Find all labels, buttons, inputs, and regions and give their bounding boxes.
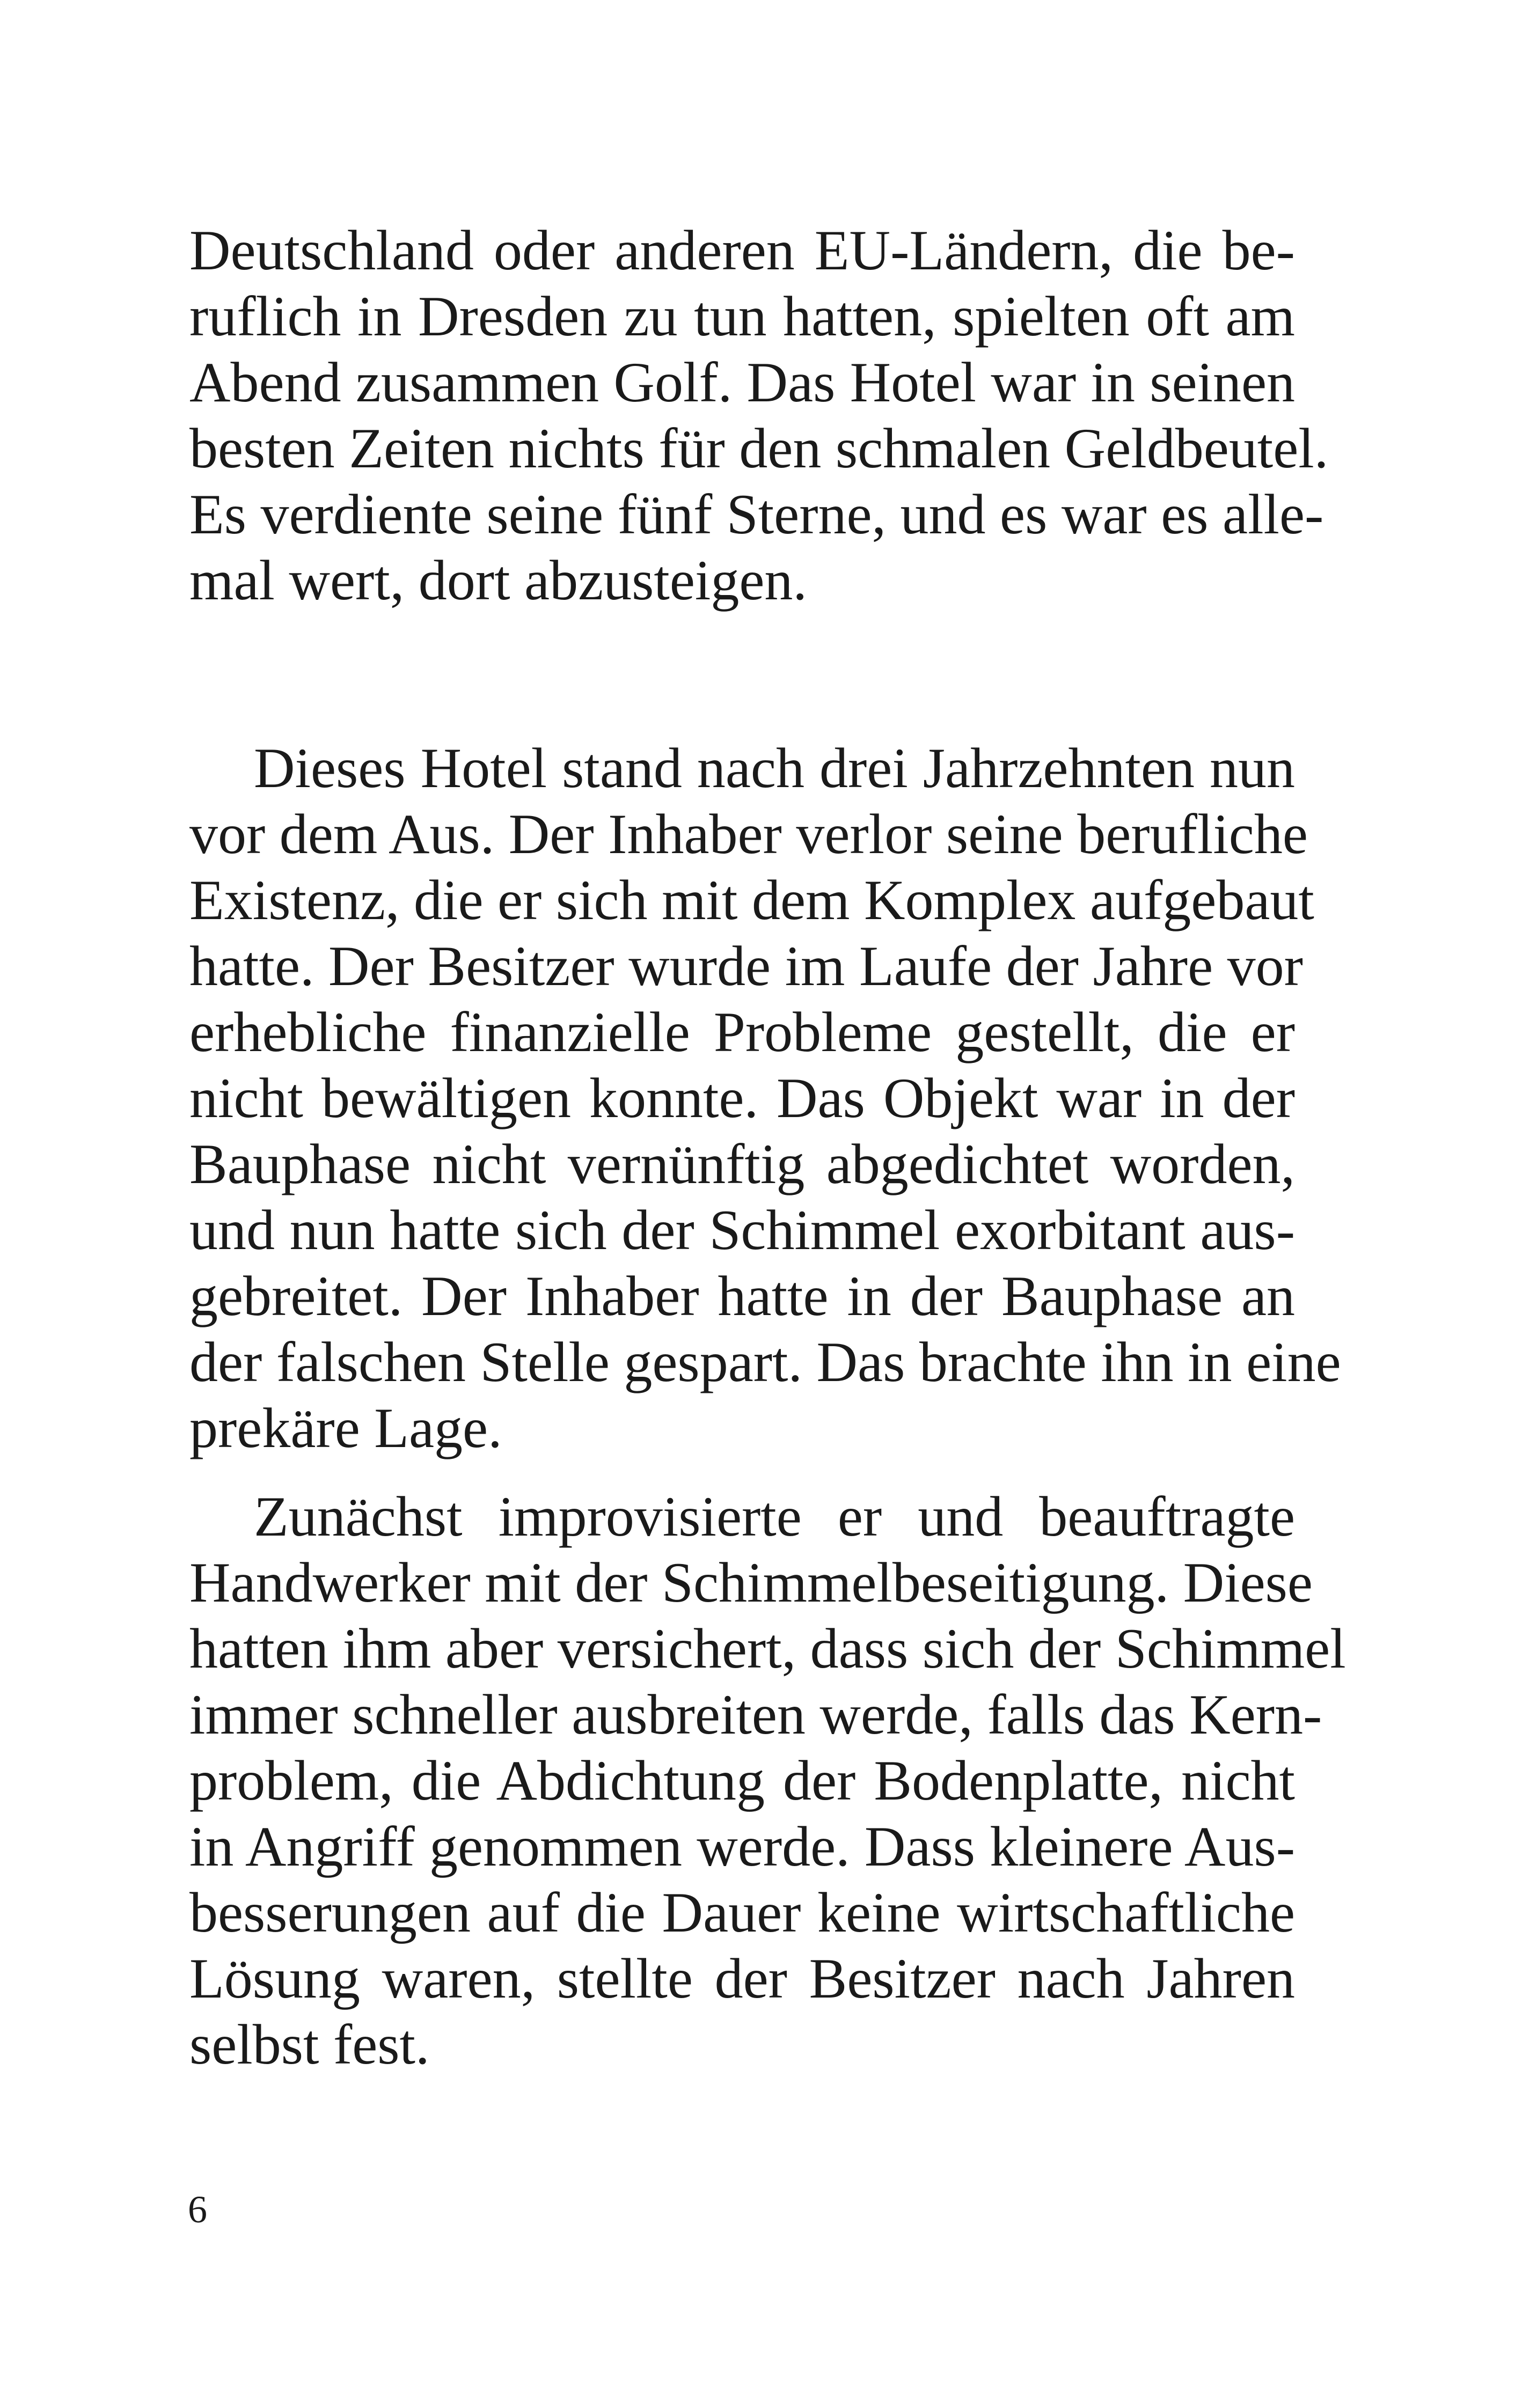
text-line: in Angriff genommen werde. Dass kleinere Aus- bbox=[189, 1815, 1295, 1878]
text-line: vor dem Aus. Der Inhaber verlor seine berufliche bbox=[189, 803, 1308, 865]
text-line: Existenz, die er sich mit dem Komplex aufgebaut bbox=[189, 869, 1314, 931]
text-line: erhebliche finanzielle Probleme gestellt, die er bbox=[189, 1001, 1295, 1063]
text-line: Dieses Hotel stand nach drei Jahrzehnten nun bbox=[254, 737, 1295, 799]
text-line: mal wert, dort abzusteigen. bbox=[189, 549, 807, 612]
text-line: problem, die Abdichtung der Bodenplatte, nicht bbox=[189, 1749, 1295, 1812]
text-line: Abend zusammen Golf. Das Hotel war in seinen bbox=[189, 351, 1295, 414]
text-line: Zunächst improvisierte er und beauftragte bbox=[254, 1485, 1295, 1548]
text-line: immer schneller ausbreiten werde, falls das Kern- bbox=[189, 1683, 1322, 1746]
paragraph-continuation bbox=[189, 217, 1329, 613]
text-line: Lösung waren, stellte der Besitzer nach Jahren bbox=[189, 1947, 1295, 2010]
text-line: gebreitet. Der Inhaber hatte in der Bauphase an bbox=[189, 1265, 1295, 1327]
paragraph-mold-repair bbox=[189, 1484, 1346, 2077]
text-line: Handwerker mit der Schimmelbeseitigung. Diese bbox=[189, 1551, 1313, 1614]
text-line: ruflich in Dresden zu tun hatten, spielten oft am bbox=[189, 285, 1295, 348]
paragraph-hotel-decline bbox=[189, 735, 1341, 1461]
text-line: Deutschland oder anderen EU-Ländern, die be- bbox=[189, 219, 1295, 282]
text-line: hatten ihm aber versichert, dass sich der Schimmel bbox=[189, 1617, 1346, 1680]
text-line: Bauphase nicht vernünftig abgedichtet worden, bbox=[189, 1133, 1295, 1195]
text-line: selbst fest. bbox=[189, 2013, 430, 2076]
text-line: Es verdiente seine fünf Sterne, und es war es alle- bbox=[189, 483, 1324, 546]
page-number: 6 bbox=[188, 2188, 207, 2231]
text-line: nicht bewältigen konnte. Das Objekt war in der bbox=[189, 1067, 1295, 1129]
text-line: prekäre Lage. bbox=[189, 1397, 502, 1459]
text-line: besserungen auf die Dauer keine wirtschaftliche bbox=[189, 1881, 1295, 1944]
text-line: der falschen Stelle gespart. Das brachte ihn in eine bbox=[189, 1331, 1341, 1393]
text-line: und nun hatte sich der Schimmel exorbitant aus- bbox=[189, 1199, 1295, 1261]
text-line: besten Zeiten nichts für den schmalen Geldbeutel. bbox=[189, 417, 1329, 480]
text-line: hatte. Der Besitzer wurde im Laufe der Jahre vor bbox=[189, 935, 1303, 997]
